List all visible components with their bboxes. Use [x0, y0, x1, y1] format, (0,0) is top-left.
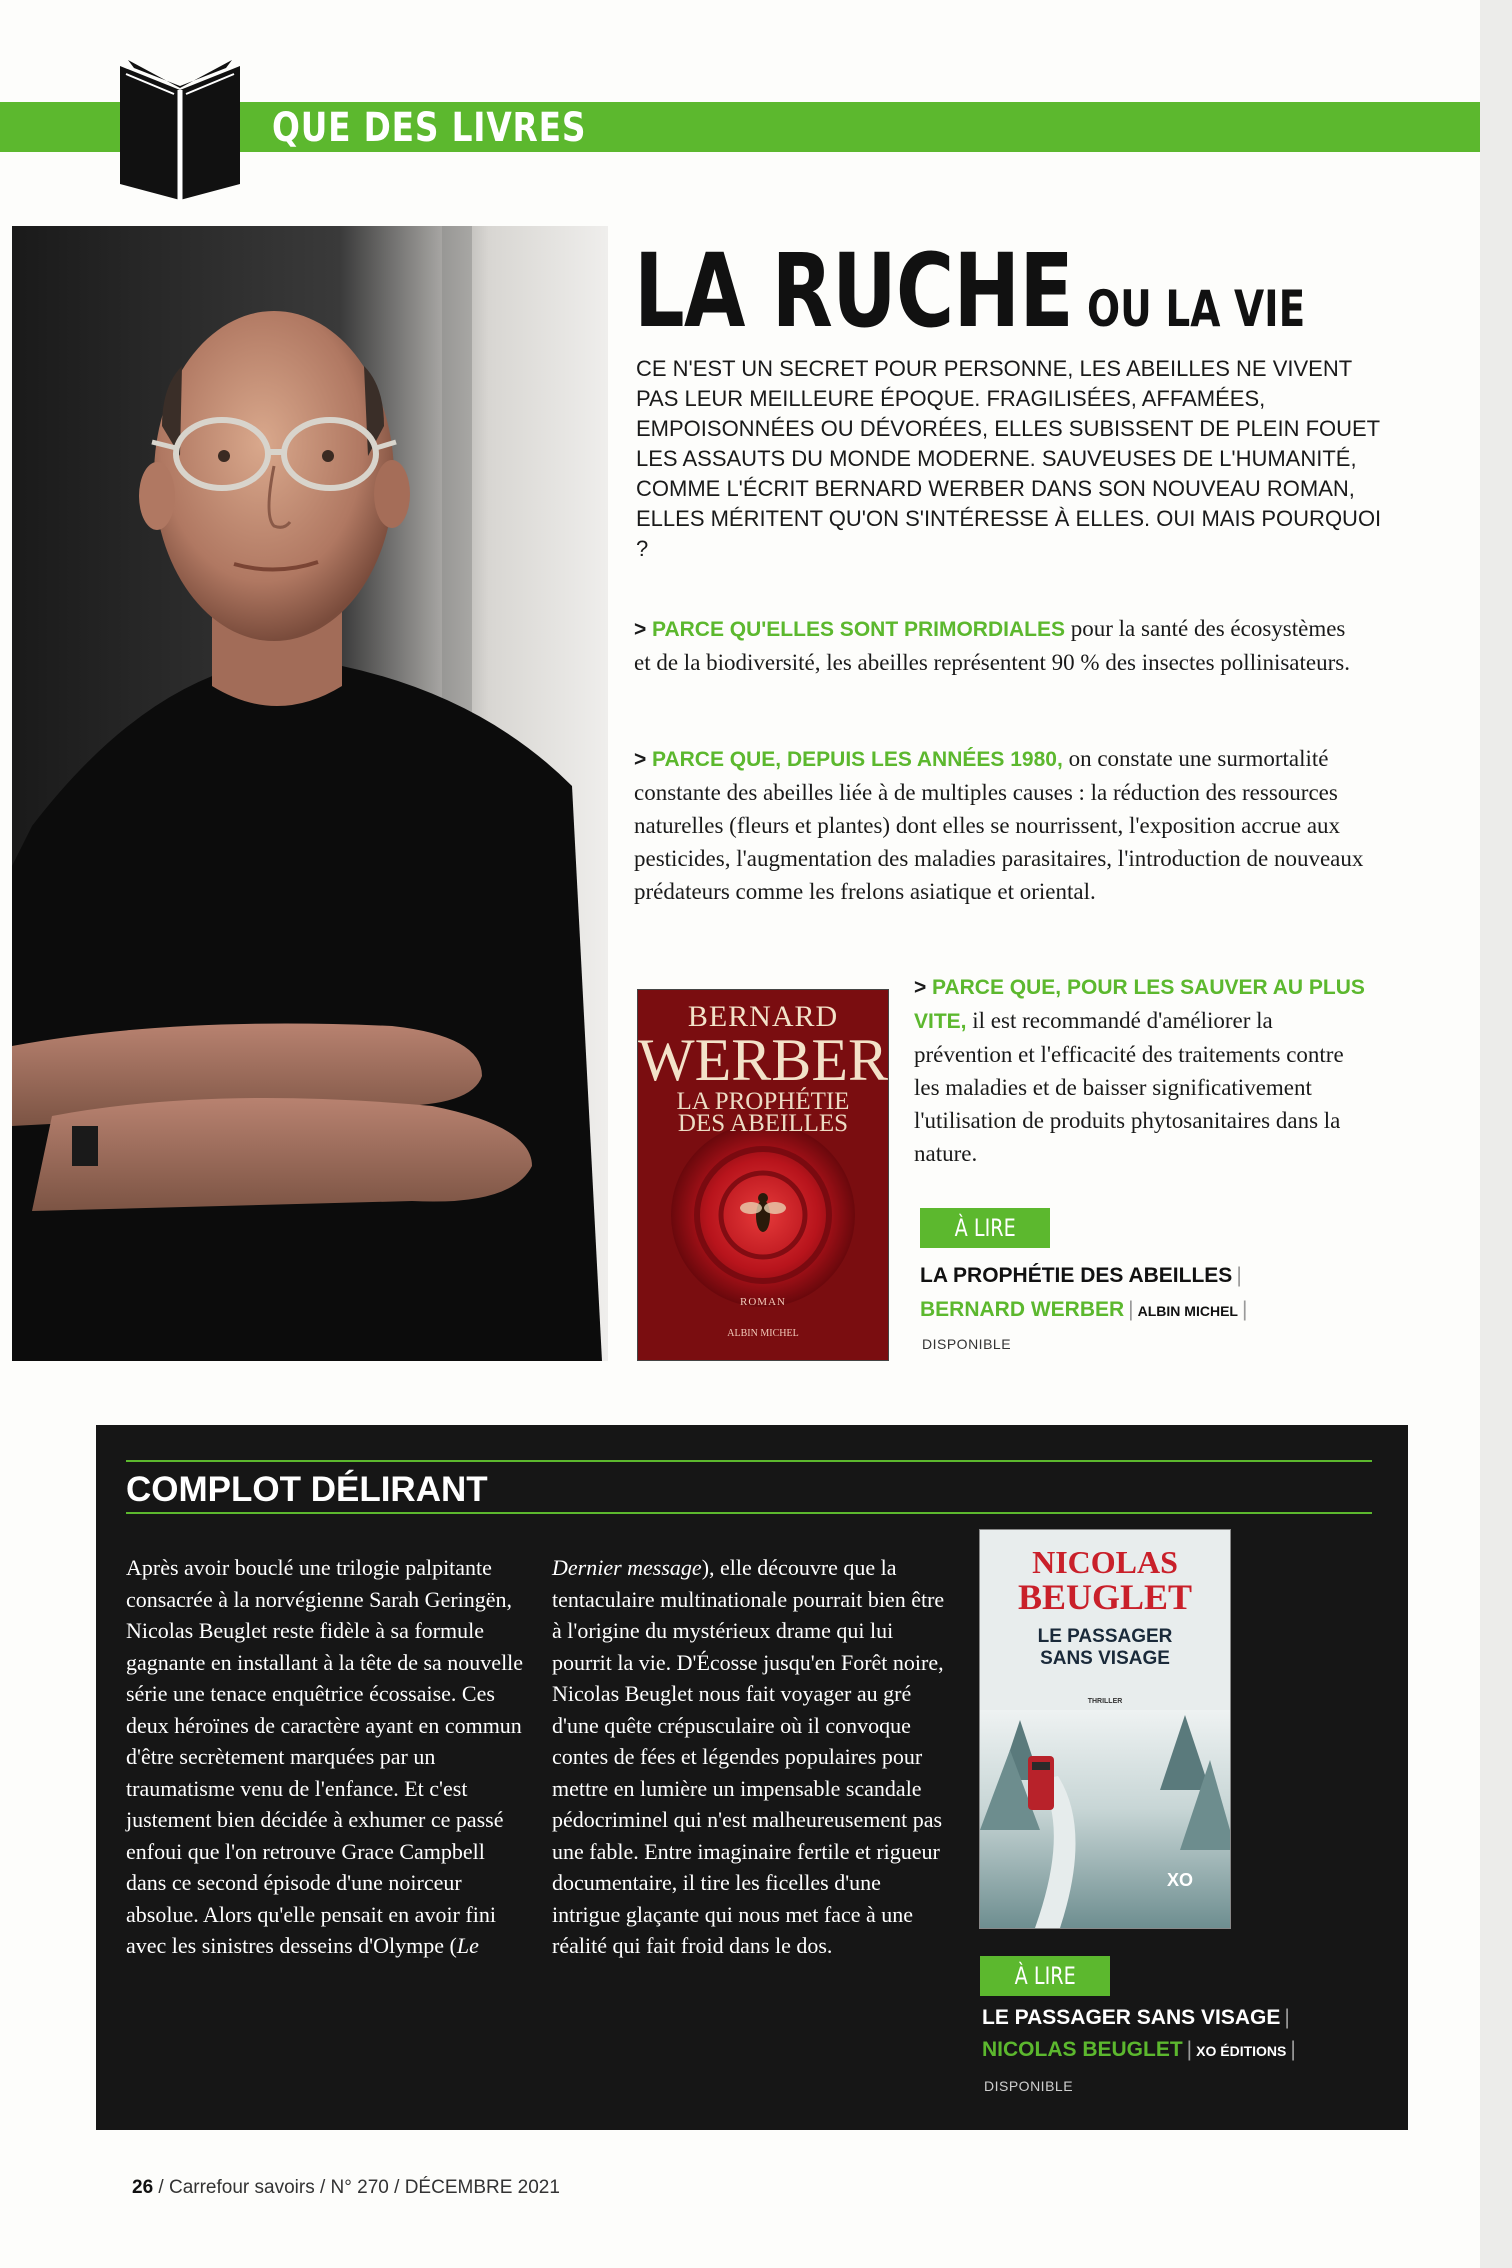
reason-paragraph	[634, 742, 1364, 908]
cover-author-last: WERBER	[638, 1027, 888, 1093]
review-column-1	[126, 1552, 526, 1962]
cover2-author-last: BEUGLET	[1017, 1577, 1193, 1617]
cover-title-line2: DES ABEILLES	[677, 1110, 849, 1137]
reason-lead: PARCE QUE, POUR LES SAUVER AU PLUS VITE,	[914, 976, 1365, 1033]
book-cover-passager	[980, 1530, 1230, 1928]
cover2-genre: THRILLER	[1087, 1698, 1123, 1705]
arrow-marker: >	[914, 976, 927, 999]
cover2-title-line2: SANS VISAGE	[1040, 1648, 1170, 1669]
book-ref-author-text: BERNARD WERBER	[920, 1298, 1125, 1321]
page-edge	[1480, 0, 1512, 2268]
book-ref-author-text: NICOLAS BEUGLET	[982, 2038, 1183, 2061]
footer-separator: /	[388, 2177, 405, 2198]
svg-text:XO: XO	[1166, 1870, 1194, 1890]
reason-text: il est recommandé d'améliorer la prévention et l'efficacité des traitements contre les maladies et de baisser significativement l'utilisation de produits phytosanitaires dans la nature.	[914, 1008, 1344, 1166]
issue-number: N° 270	[330, 2177, 389, 2198]
book-ref-status: DISPONIBLE	[984, 2078, 1074, 2094]
issue-date: DÉCEMBRE 2021	[404, 2177, 560, 2198]
separator: |	[1290, 2038, 1296, 2061]
box-title-rule	[126, 1512, 1372, 1514]
book-ref-title	[982, 2006, 1294, 2030]
book-ref-author	[982, 2038, 1300, 2062]
footer-separator: /	[153, 2177, 169, 2198]
review-text-2: ), elle découvre que la tentaculaire multinationale pourrait bien être à l'origine du mystérieux drame qui lui pourrit la vie. D'Écosse jusqu'en Forêt noire, Nicolas Beuglet nous fait voyager au gré d'une quête crépusculaire où il convoque contes de fées et légendes populaires pour mettre en lumière un impensable scandale pédocriminel qui n'est malheureusement pas une fable. Entre imaginaire fertile et rigueur documentaire, il tire les ficelles d'une intrigue glaçante qui nous met face à une réalité qui fait froid dans le dos.	[552, 1555, 945, 1958]
box-top-rule	[126, 1460, 1372, 1462]
a-lire-label: À LIRE	[1014, 1962, 1076, 1990]
arrow-marker: >	[634, 618, 647, 641]
book-cover-prophetie	[638, 990, 888, 1360]
book-ref-title	[920, 1264, 1246, 1288]
open-book-icon	[114, 60, 246, 200]
reason-text: pour la santé des écosystèmes et de la biodiversité, les abeilles représentent 90 % des insectes pollinisateurs.	[634, 616, 1350, 675]
book-ref-publisher: ALBIN MICHEL	[1137, 1303, 1238, 1319]
separator: |	[1128, 1298, 1134, 1321]
book-ref-title-text: LE PASSAGER SANS VISAGE	[982, 2006, 1281, 2029]
cover-genre: ROMAN	[740, 1296, 786, 1308]
review-column-2	[552, 1552, 950, 1962]
review-text-1: Après avoir bouclé une trilogie palpitante consacrée à la norvégienne Sarah Geringën, Nicolas Beuglet reste fidèle à sa formule gagnante en installant à la tête de sa nouvelle série une tenace enquêtrice écossaise. Ces deux héroïnes de caractère ayant en commun d'être secrètement marquées par un traumatisme venu de l'enfance. Et c'est justement bien décidée à exhumer ce passé enfoui que l'on retrouve Grace Campbell dans ce second épisode d'une noirceur absolue. Alors qu'elle pensait en avoir fini avec les sinistres desseins d'Olympe (	[126, 1555, 524, 1958]
separator: |	[1236, 1264, 1242, 1287]
a-lire-label: À LIRE	[954, 1214, 1016, 1242]
footer-separator: /	[314, 2177, 331, 2198]
page-number: 26	[132, 2177, 154, 2198]
a-lire-tag	[920, 1208, 1050, 1248]
author-portrait-photo	[12, 226, 608, 1361]
separator: |	[1241, 1298, 1248, 1321]
article-headline	[634, 232, 1306, 351]
book-ref-author	[920, 1298, 1251, 1322]
separator: |	[1284, 2006, 1290, 2029]
book-ref-publisher: XO ÉDITIONS	[1196, 2043, 1287, 2059]
cover-publisher: ALBIN MICHEL	[727, 1328, 799, 1339]
headline-main: LA RUCHE	[634, 232, 1073, 351]
headline-secondary: OU LA VIE	[1086, 280, 1306, 338]
reason-paragraph	[634, 612, 1354, 679]
cover-title-line1: LA PROPHÉTIE	[676, 1088, 850, 1115]
magazine-name: Carrefour savoirs	[168, 2177, 315, 2198]
article-intro: CE N'EST UN SECRET POUR PERSONNE, LES ABEILLES NE VIVENT PAS LEUR MEILLEURE ÉPOQUE. FRAGILISÉES, AFFAMÉES, EMPOISONNÉES OU DÉVORÉES, ELLES SUBISSENT DE PLEIN FOUET LES ASSAUTS DU MONDE MODERNE. SAUVEUSES DE L'HUMANITÉ, COMME L'ÉCRIT BERNARD WERBER DANS SON NOUVEAU ROMAN, ELLES MÉRITENT QU'ON S'INTÉRESSE À ELLES. OUI MAIS POURQUOI ?	[636, 356, 1382, 561]
arrow-marker: >	[634, 748, 647, 771]
reason-lead: PARCE QU'ELLES SONT PRIMORDIALES	[652, 618, 1065, 641]
section-title: QUE DES LIVRES	[272, 105, 587, 151]
cover-author-first: BERNARD	[687, 1000, 839, 1033]
a-lire-tag	[980, 1956, 1110, 1996]
reason-paragraph	[914, 970, 1374, 1170]
separator: |	[1186, 2038, 1193, 2061]
book-ref-status: DISPONIBLE	[922, 1336, 1012, 1352]
page-footer	[132, 2177, 560, 2199]
review-italic-2: Dernier message	[552, 1555, 702, 1580]
cover2-title-line1: LE PASSAGER	[1037, 1626, 1173, 1647]
book-ref-title-text: LA PROPHÉTIE DES ABEILLES	[920, 1264, 1233, 1287]
reason-text: on constate une surmortalité constante des abeilles liée à de multiples causes : la réduction des ressources naturelles (fleurs et plantes) dont elles se nourrissent, l'exposition accrue aux pesticides, l'augmentation des maladies parasitaires, l'introduction de nouveaux prédateurs comme les frelons asiatique et oriental.	[634, 746, 1364, 904]
reason-lead: PARCE QUE, DEPUIS LES ANNÉES 1980,	[652, 748, 1063, 771]
review-title: COMPLOT DÉLIRANT	[126, 1470, 488, 1509]
review-italic-1: Le	[456, 1933, 479, 1958]
cover2-author-first: NICOLAS	[1032, 1544, 1178, 1580]
